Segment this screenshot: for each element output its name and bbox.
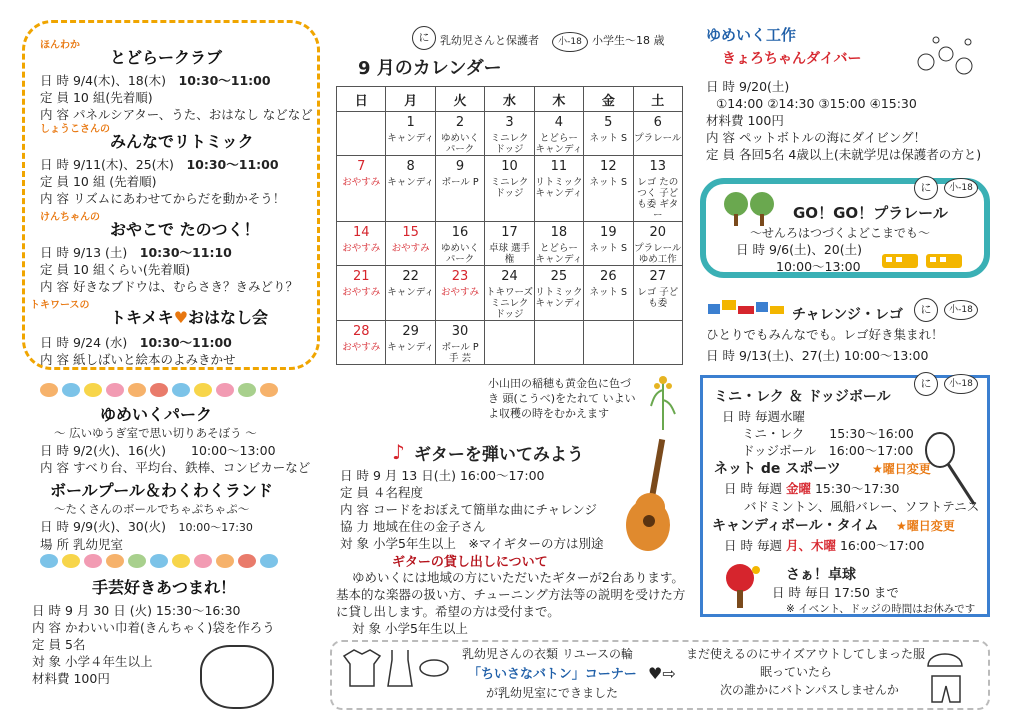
calendar-event: レゴ 子ども委 <box>637 287 679 309</box>
calendar-event: リトミック キャンディ <box>535 177 583 199</box>
calendar-date: 20 <box>649 225 667 240</box>
baby-clothes-icon <box>340 646 450 702</box>
event-date: 日 時 9/13 (土) <box>40 245 128 260</box>
guitar-capacity: 定 員 ４名程度 <box>340 485 423 500</box>
calendar-cell <box>337 112 386 156</box>
calendar-cell <box>386 222 435 266</box>
event-subtitle: 〜 広いゆうぎ室で思い切りあそぼう 〜 <box>54 426 257 440</box>
calendar-day-header: 火 <box>435 87 484 112</box>
calendar-date: 10 <box>501 159 518 174</box>
calendar-event: キャンディ <box>387 177 434 188</box>
calendar-day-header: 金 <box>584 87 633 112</box>
event-title: みんなでリトミック <box>110 132 254 151</box>
calendar-day-header: 水 <box>485 87 534 112</box>
craft-content: 内 容 ペットボトルの海にダイビング！ <box>706 130 926 145</box>
calendar-event: ネット S <box>589 243 628 254</box>
calendar-date: 23 <box>451 269 469 284</box>
candyball-time: 16:00〜17:00 <box>839 538 925 553</box>
calendar-cell <box>534 156 583 222</box>
calendar-date: 29 <box>402 324 419 339</box>
infant-badge-icon: に <box>914 372 938 396</box>
calendar-event: ミニレク ドッジ <box>490 133 529 155</box>
bird-icon <box>128 383 146 397</box>
event-title: とどらークラブ <box>110 48 223 67</box>
calendar-date: 22 <box>402 269 419 284</box>
event-ballpool <box>40 478 273 553</box>
bird-icon <box>106 383 124 397</box>
event-content: 内 容 リズムにあわせてからだを動かそう！ <box>40 191 286 206</box>
craft-title: きょろちゃんダイバー <box>722 51 862 67</box>
calendar-date: 5 <box>604 115 613 130</box>
event-date: 日 時 9/2(火)、16(火) <box>40 443 166 458</box>
guitar-date: 日 時 9 月 13 日(土) 16:00〜17:00 <box>340 468 545 483</box>
calendar-event: ミニレク ドッジ <box>490 177 529 199</box>
calendar-cell <box>584 156 633 222</box>
plarail-date: 日 時 9/6(土)、20(土) <box>736 242 862 257</box>
bird-icon <box>216 383 234 397</box>
calendar-date: 27 <box>649 269 667 284</box>
calendar-cell <box>534 321 583 365</box>
infant-badge-icon: に <box>412 26 436 50</box>
event-capacity: 定 員 10 組くらい(先着順) <box>40 262 191 277</box>
candyball-date: 日 時 毎週 <box>724 538 782 553</box>
event-title: ボールプール＆わくわくランド <box>50 481 273 500</box>
tabletennis-note: ※ イベント、ドッジの時間はお休みです <box>786 603 976 615</box>
baton-right-line3: 次の誰かにバトンパスしませんか <box>720 683 899 697</box>
elementary-badge-icon: 小-18 <box>552 32 588 52</box>
event-title: おやこで たのつく！ <box>110 220 260 239</box>
bird-icon <box>172 383 190 397</box>
event-time: 10:30〜11:00 <box>178 73 271 88</box>
event-storytime <box>30 296 268 368</box>
lego-details <box>706 326 944 364</box>
event-time: 10:30〜11:00 <box>186 157 279 172</box>
event-subtitle: 〜たくさんのボールでちゃぷちゃぷ〜 <box>54 502 250 516</box>
event-content: 内 容 かわいい巾着(きんちゃく)袋を作ろう <box>32 620 275 635</box>
bird-decoration-row <box>40 382 282 401</box>
heart-icon: ♥ <box>173 308 189 327</box>
guitar-content: 内 容 コードをおぼえて簡単な曲にチャレンジ <box>340 502 597 517</box>
calendar-event: ゆめいく パーク <box>441 133 480 155</box>
guitar-details <box>340 467 604 552</box>
event-title: ゆめいくパーク <box>100 405 213 424</box>
event-content: 内 容 すべり台、平均台、鉄棒、コンビカーなど <box>40 460 311 475</box>
bird-icon <box>62 383 80 397</box>
calendar-cell <box>337 266 386 321</box>
guitar-lending-title: ギターの貸し出しについて <box>392 555 548 570</box>
calendar-cell <box>534 266 583 321</box>
calendar-cell <box>386 321 435 365</box>
calendar-date: 14 <box>352 225 370 240</box>
craft-capacity: 定 員 各回5名 4歳以上(未就学児は保護者の方と) <box>706 147 982 162</box>
event-park <box>40 402 310 476</box>
calendar-event: リトミック キャンディ <box>535 287 583 309</box>
calendar-date: 9 <box>455 159 465 174</box>
calendar-event: おやすみ <box>342 342 381 353</box>
calendar-event: ボール P <box>441 177 479 188</box>
elementary-badge-icon: 小-18 <box>944 178 978 198</box>
calendar-event: おやすみ <box>441 287 480 298</box>
legend-infants: 乳幼児さんと保護者 <box>440 34 539 47</box>
calendar-cell <box>633 266 682 321</box>
rice-note: 小山田の稲穂も黄金色に色づき 頭(こうべ)をたれて いよいよ収穫の時をむかえます <box>488 377 636 420</box>
event-tag: トキワースの <box>30 300 90 311</box>
netsports-time: 15:30〜17:30 <box>814 481 900 496</box>
event-todora <box>40 36 313 123</box>
calendar-date: 16 <box>451 225 469 240</box>
bird-icon <box>106 554 124 568</box>
calendar-cell <box>534 222 583 266</box>
bird-icon <box>194 554 212 568</box>
calendar-event: おやすみ <box>342 177 381 188</box>
event-time: 10:30〜11:00 <box>139 335 232 350</box>
minireku-date: 日 時 毎週水曜 <box>722 409 805 424</box>
lego-date: 日 時 9/13(土)、27(土) 10:00〜13:00 <box>706 348 929 363</box>
calendar-cell <box>633 112 682 156</box>
guitar-icon <box>620 435 680 555</box>
guitar-cooperation: 協 力 地域在住の金子さん <box>340 519 486 534</box>
lending-text: に貸し出します。希望の方は受付まで。 <box>336 604 560 619</box>
calendar-date: 3 <box>505 115 514 130</box>
event-tag: ほんわか <box>40 40 80 51</box>
lego-blocks-icon <box>708 300 786 316</box>
baton-line3: が乳幼児室にできました <box>486 686 619 700</box>
calendar-cell <box>435 156 484 222</box>
calendar-date: 17 <box>501 225 518 240</box>
lego-title: チャレンジ・レゴ <box>792 307 903 323</box>
bird-icon <box>238 383 256 397</box>
calendar-cell <box>435 321 484 365</box>
tabletennis-date: 日 時 毎日 17:50 まで <box>772 585 899 600</box>
event-date: 日 時 9/24 (水) <box>40 335 128 350</box>
rice-plant-icon <box>645 370 681 430</box>
calendar-cell <box>633 156 682 222</box>
minireku-title: ミニ・レク ＆ ドッジボール <box>714 389 891 405</box>
calendar-cell <box>386 266 435 321</box>
dodge-label: ドッジボール <box>742 443 817 458</box>
calendar-event: 卓球 選手権 <box>488 243 530 265</box>
calendar-event: キャンディ <box>387 287 434 298</box>
calendar-cell <box>485 112 534 156</box>
calendar-date: 13 <box>649 159 667 174</box>
event-title-2: おはなし会 <box>188 308 269 327</box>
plarail-subtitle: 〜せんろはつづくよどこまでも〜 <box>750 226 931 240</box>
baton-title: 「ちいさなバトン」コーナー <box>468 667 637 682</box>
baton-right-line2: 眠っていたら <box>760 665 833 679</box>
event-fee: 材料費 100円 <box>32 671 110 686</box>
calendar-event: ゆめいく パーク <box>441 243 480 265</box>
calendar-event: ネット S <box>589 287 628 298</box>
netsports-title: ネット de スポーツ <box>714 461 841 477</box>
calendar-week-row <box>337 321 683 365</box>
calendar-cell <box>584 266 633 321</box>
calendar-week-row <box>337 156 683 222</box>
craft-date: 日 時 9/20(土) <box>706 79 790 94</box>
calendar-cell <box>633 321 682 365</box>
calendar-date: 30 <box>451 324 469 339</box>
event-tag: けんちゃんの <box>40 212 100 223</box>
calendar-title: 9 月のカレンダー <box>358 58 502 79</box>
craft-fee: 材料費 100円 <box>706 113 784 128</box>
craft-heading: ゆめいく工作 <box>706 26 797 44</box>
candyball-title: キャンディボール・タイム <box>712 518 879 534</box>
bird-icon <box>40 383 58 397</box>
event-target: 対 象 小学４年生以上 <box>32 654 153 669</box>
calendar-date: 28 <box>352 324 370 339</box>
calendar-event: キャンディ <box>387 342 434 353</box>
event-date: 日 時 9/4(木)、18(木) <box>40 73 166 88</box>
calendar-cell <box>584 222 633 266</box>
calendar-date: 21 <box>352 269 370 284</box>
calendar-cell <box>584 112 633 156</box>
event-date: 日 時 9/9(火)、30(火) <box>40 519 166 534</box>
calendar-date: 6 <box>653 115 662 130</box>
pingpong-paddle-icon <box>722 562 762 610</box>
legend-elementary: 小学生〜18 歳 <box>592 34 665 47</box>
calendar-event: プラレール <box>634 133 682 144</box>
calendar-day-header: 日 <box>337 87 386 112</box>
bird-icon <box>172 554 190 568</box>
bird-decoration-row <box>40 553 282 572</box>
calendar-table <box>336 86 683 365</box>
calendar-cell <box>435 112 484 156</box>
event-capacity: 定 員 10 組 (先着順) <box>40 174 157 189</box>
event-content: 内 容 紙しばいと絵本のよみきかせ <box>40 352 236 367</box>
calendar-event: ネット S <box>589 177 628 188</box>
guitar-title: ギターを弾いてみよう <box>414 445 584 465</box>
calendar-date: 2 <box>455 115 465 130</box>
calendar-cell <box>485 222 534 266</box>
calendar-event: とどらー キャンディ <box>535 243 583 265</box>
calendar-date: 18 <box>550 225 568 240</box>
calendar-date: 4 <box>554 115 564 130</box>
drawstring-bag-icon <box>200 645 274 709</box>
music-note-icon: ♪ <box>392 440 405 464</box>
calendar-date: 26 <box>600 269 617 284</box>
calendar-date: 1 <box>406 115 415 130</box>
calendar-event: トキワーズ ミニレク ドッジ <box>485 287 533 320</box>
netsports-day: 金曜 <box>785 481 811 496</box>
calendar-day-header: 月 <box>386 87 435 112</box>
lending-text: ゆめいくには地域の方にいただいたギターが2台あります。 <box>352 570 684 585</box>
guitar-target: 対 象 小学5年生以上 ※マイギターの方は別途 <box>340 536 604 551</box>
day-change-badge: ★曜日変更 <box>896 519 955 533</box>
event-date: 日 時 9 月 30 日 (火) 15:30〜16:30 <box>32 603 241 618</box>
calendar-cell <box>435 222 484 266</box>
event-title: トキメキ <box>110 308 174 327</box>
baton-line1: 乳幼児さんの衣類 リユースの輪 <box>462 647 633 661</box>
event-capacity: 定 員 5名 <box>32 637 86 652</box>
calendar-event: ボール P 手 芸 <box>441 342 479 364</box>
event-date: 日 時 9/11(木)、25(木) <box>40 157 174 172</box>
calendar-event: レゴ たのつく 子ども委 ギター <box>637 177 679 221</box>
event-title: 手芸好きあつまれ！ <box>92 578 237 597</box>
calendar-event: ネット S <box>589 133 628 144</box>
lending-text: 基本的な楽器の扱い方、チューニング方法等の説明を受けた方 <box>336 587 686 602</box>
calendar-date: 24 <box>501 269 518 284</box>
bird-icon <box>62 554 80 568</box>
event-rhythmic <box>40 120 285 207</box>
tabletennis-title: さぁ！卓球 <box>786 567 856 583</box>
event-time: 10:30〜11:10 <box>139 245 232 260</box>
bird-icon <box>84 383 102 397</box>
netsports-date: 日 時 毎週 <box>724 481 782 496</box>
event-content: 内 容 好きなブドウは、むらさき？きみどり？ <box>40 279 298 294</box>
bird-icon <box>194 383 212 397</box>
event-time: 10:00〜17:30 <box>178 521 253 534</box>
calendar-date: 7 <box>357 159 366 174</box>
calendar-week-row <box>337 266 683 321</box>
calendar-cell <box>584 321 633 365</box>
lending-target: 対 象 小学5年生以上 <box>352 621 468 636</box>
craft-times: ①14:00 ②14:30 ③15:00 ④15:30 <box>716 96 917 111</box>
minireku-time: 15:30〜16:00 <box>829 426 914 441</box>
calendar-date: 15 <box>402 225 419 240</box>
calendar-cell <box>386 156 435 222</box>
craft-details <box>706 78 981 163</box>
calendar-day-header: 木 <box>534 87 583 112</box>
netsports-content: バドミントン、風船バレー、ソフトテニス <box>744 499 980 514</box>
calendar-week-row <box>337 222 683 266</box>
bird-icon <box>216 554 234 568</box>
calendar-date: 11 <box>550 159 568 174</box>
infant-badge-icon: に <box>914 298 938 322</box>
event-time: 10:00〜13:00 <box>191 443 276 458</box>
heart-arrow-icon: ♥⇨ <box>648 664 676 683</box>
calendar-cell <box>435 266 484 321</box>
tree-icon <box>722 190 778 228</box>
event-capacity: 定 員 10 組(先着順) <box>40 90 153 105</box>
elementary-badge-icon: 小-18 <box>944 300 978 320</box>
calendar-day-header: 土 <box>633 87 682 112</box>
minireku-label: ミニ・レク <box>742 426 805 441</box>
calendar-cell <box>337 222 386 266</box>
event-content: 内 容 パネルシアター、うた、おはなし などなど <box>40 107 313 122</box>
calendar-event: キャンディ <box>387 133 434 144</box>
calendar-event: おやすみ <box>342 243 381 254</box>
calendar-cell <box>485 156 534 222</box>
calendar-cell <box>337 321 386 365</box>
calendar-event: おやすみ <box>342 287 381 298</box>
calendar-cell <box>485 266 534 321</box>
bird-icon <box>84 554 102 568</box>
hat-pants-icon <box>920 646 980 704</box>
calendar-event: プラレール ゆめ工作 <box>634 243 682 265</box>
calendar-date: 12 <box>600 159 617 174</box>
bird-icon <box>128 554 146 568</box>
calendar-cell <box>633 222 682 266</box>
bird-icon <box>150 383 168 397</box>
lego-desc: ひとりでもみんなでも。レゴ好き集まれ！ <box>706 327 944 342</box>
calendar-date: 19 <box>600 225 617 240</box>
calendar-cell <box>337 156 386 222</box>
bird-icon <box>150 554 168 568</box>
minireku-details <box>722 408 914 459</box>
event-tanotsuku <box>40 208 298 295</box>
guitar-lending <box>336 569 685 637</box>
bird-icon <box>260 383 278 397</box>
bird-icon <box>40 554 58 568</box>
calendar-cell <box>534 112 583 156</box>
candyball-day: 月、木曜 <box>785 538 836 553</box>
calendar-event: とどらー キャンディ <box>535 133 583 155</box>
train-icon <box>880 252 970 272</box>
baton-right-line1: まだ使えるのにサイズアウトしてしまった服 <box>686 647 926 661</box>
plarail-time: 10:00〜13:00 <box>776 259 861 274</box>
dodge-time: 16:00〜17:00 <box>828 443 914 458</box>
calendar-cell <box>386 112 435 156</box>
calendar-cell <box>485 321 534 365</box>
calendar-date: 8 <box>406 159 415 174</box>
event-place: 場 所 乳幼児室 <box>40 537 123 552</box>
day-change-badge: ★曜日変更 <box>872 462 931 476</box>
calendar-date: 25 <box>550 269 568 284</box>
plarail-title: GO！GO！プラレール <box>793 204 948 222</box>
bird-icon <box>238 554 256 568</box>
event-tag: しょうこさんの <box>40 124 110 135</box>
calendar-event: おやすみ <box>391 243 430 254</box>
elementary-badge-icon: 小-18 <box>944 374 978 394</box>
bird-icon <box>260 554 278 568</box>
infant-badge-icon: に <box>914 176 938 200</box>
calendar-week-row <box>337 112 683 156</box>
